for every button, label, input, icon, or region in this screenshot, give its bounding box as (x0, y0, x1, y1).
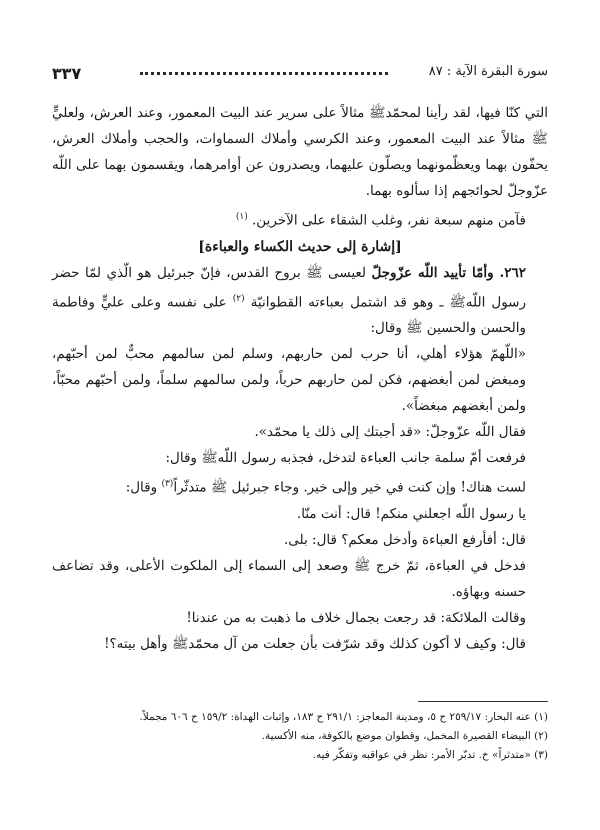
paragraph: «اللّهمّ هؤلاء أهلي، أنا حرب لمن حاربهم، وسلم لمن سالمهم محبٌّ لمن أحبّهم، ومبغض لمن أبغضهم، فكن لمن حاربهم حرباً، ولمن سالمهم سلماً، ولمن أحبّهم محبّاً، ولمن أبغضهم مبغضاً». (52, 346, 526, 414)
footnote-marker: (٣) (161, 479, 174, 489)
header-dotted-rule (140, 72, 388, 75)
paragraph-text: لعيسى ﷺ بروح القدس، فإنّ جبرئيل هو الّذي لمّا حضر رسول اللّهﷺ ـ وهو قد اشتمل بعباءته القطوانيّة (52, 264, 526, 310)
surah-title: سورة البقرة الآية : ٨٧ (428, 64, 548, 79)
paragraph: فدخل في العباءة، ثمّ خرج ﷺ وصعد إلى السماء إلى الملكوت الأعلى، وقد تضاعف حسنه وبهاؤه. (52, 557, 526, 600)
paragraph-text: فآمن منهم سبعة نفر، وغلب الشقاء على الآخرين. (247, 212, 526, 229)
paragraph (52, 471, 548, 501)
paragraph-text: على نفسه وعلى عليٍّ وفاطمة والحسن والحسين ﷺ وقال: (52, 294, 526, 336)
footnote-separator (418, 701, 548, 702)
paragraph: قال: وكيف لا أكون كذلك وقد شرّفت بأن جعلت من آل محمّدﷺ وأهل بيته؟! (104, 635, 526, 652)
paragraph: فقال اللّه عزّوجلّ: «قد أجبتك إلى ذلك يا محمّد». (254, 424, 526, 440)
paragraph: قال: أفأرفع العباءة وأدخل معكم؟ قال: بلى. (283, 531, 526, 548)
paragraph: فرفعت أمّ سلمة جانب العباءة لتدخل، فجذبه رسول اللّهﷺ وقال: (165, 450, 526, 466)
footnote-marker: (١) (235, 212, 248, 222)
footnotes (52, 708, 548, 765)
paragraph: وقالت الملائكة: قد رجعت بجمال خلاف ما ذهبت به من عندنا! (186, 609, 526, 626)
main-text (52, 100, 548, 657)
footnote: (٢) البيضاء القصيرة المخمل، وقطوان موضع بالكوفة، منه الأكسية. (261, 730, 548, 742)
paragraph (52, 204, 548, 234)
paragraph: التي كنّا فيها، لقد رأينا لمحمّدﷺ مثالاً على سرير عند البيت المعمور، وعند العرش، ولعليٍّ ﷺ مثالاً عند البيت المعمور، وعند الكرسي وأملاك السماوات، والحجب وأملاك العرش، يحفّون بهما ويعظّمونهما ويصلّون عليهما، ويصدرون عن أوامرهما، ويقسمون بهما على اللّه عزّوجلّ لحوائجهم إذا سألوه بهما. (52, 105, 548, 199)
footnote-marker: (٢) (232, 293, 245, 304)
page-number: ٣٣٧ (52, 64, 82, 83)
paragraph-text: وقال: (125, 479, 162, 496)
footnote: (٣) «متدثراً» خ. تدبّر الأمر: نظر في عواقبه وتفكّر فيه. (312, 749, 548, 761)
section-heading: [إشارة إلى حديث الكساء والعباءة] (198, 238, 402, 255)
page-header (52, 62, 548, 86)
paragraph: يا رسول اللّه اجعلني منكم! قال: أنت منّا. (296, 505, 526, 522)
paragraph-text: لست هناك! وإن كنت في خير وإلى خير. وجاء جبرئيل ﷺ متدثّراً (173, 479, 526, 496)
numbered-lead: ٢٦٢. وأمّا تأييد اللّه عزّوجلّ (371, 264, 526, 281)
paragraph (52, 260, 548, 342)
footnote: (١) عنه البحار: ٢٥٩/١٧ ح ٥، ومدينة المعاجز: ٢٩١/١ ح ١٨٣، وإثبات الهداة: ١٥٩/٢ ح ٦٠٦ مجملاً. (139, 711, 548, 723)
